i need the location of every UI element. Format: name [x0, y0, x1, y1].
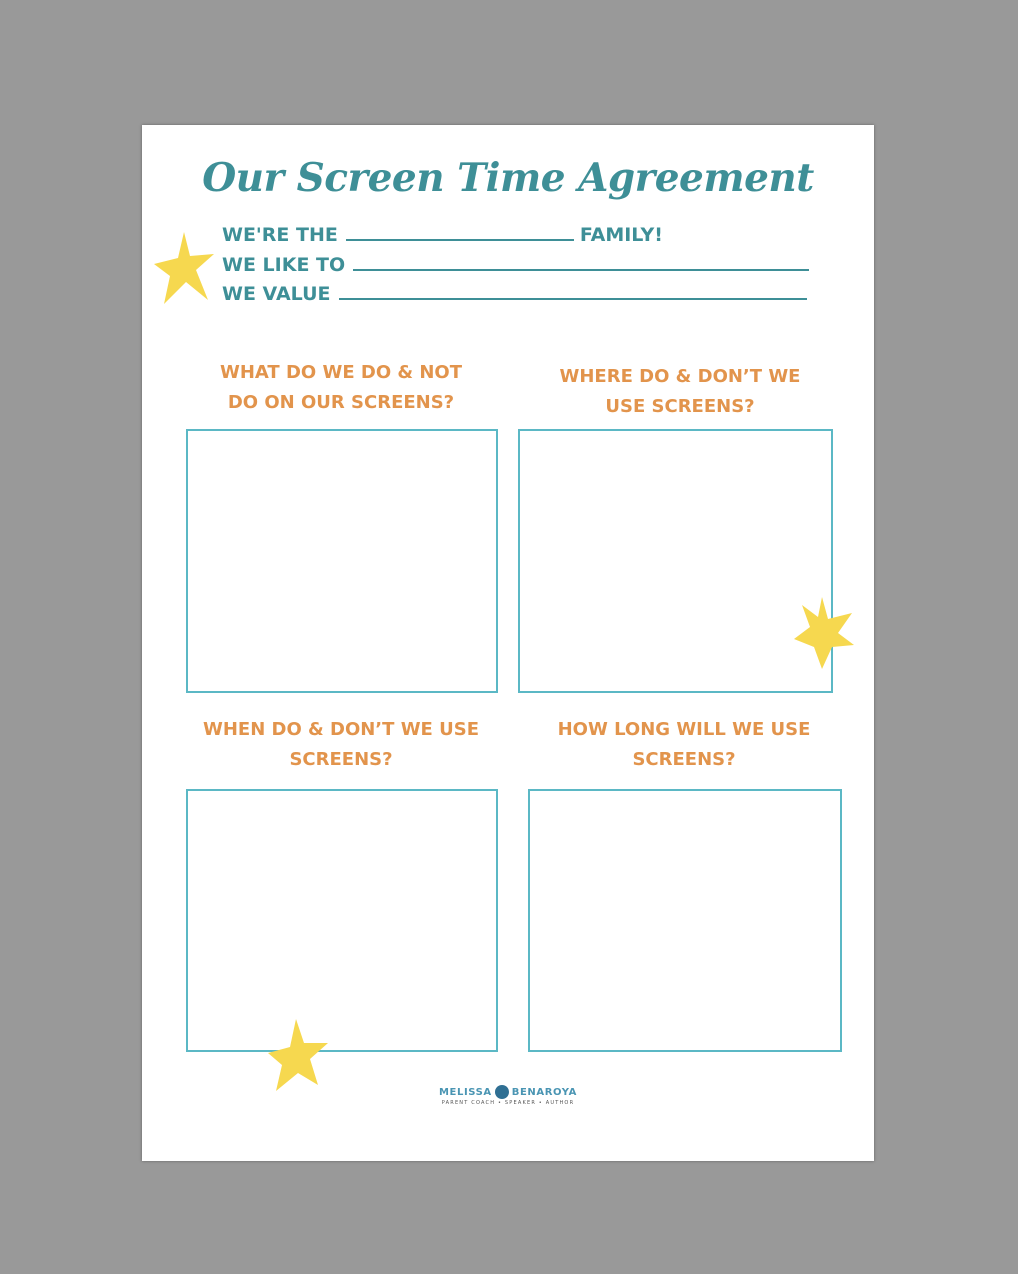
value-blank[interactable]: [339, 282, 807, 300]
answer-box-where[interactable]: [518, 429, 833, 693]
answer-box-when[interactable]: [186, 789, 498, 1052]
family-line-suffix: FAMILY!: [579, 224, 663, 246]
question-what-line2: DO ON OUR SCREENS?: [227, 392, 455, 413]
like-to-prefix: WE LIKE TO: [222, 254, 346, 276]
star-icon: [152, 230, 216, 306]
logo-last-name: BENAROYA: [511, 1087, 577, 1098]
like-to-blank[interactable]: [353, 253, 809, 271]
family-line-prefix: WE'RE THE: [222, 224, 338, 246]
family-name-line: [222, 223, 663, 246]
family-name-blank[interactable]: [346, 223, 574, 241]
question-how-long: [524, 715, 844, 775]
question-where-line2: USE SCREENS?: [605, 396, 755, 417]
question-where: [524, 362, 836, 422]
question-when-line2: SCREENS?: [289, 749, 393, 770]
logo-mark-icon: [495, 1085, 509, 1099]
question-where-line1: WHERE DO & DON’T WE: [559, 366, 801, 387]
brand-logo: [142, 1085, 874, 1106]
worksheet-page: [142, 125, 874, 1161]
question-how-long-line2: SCREENS?: [632, 749, 736, 770]
like-to-line: [222, 253, 815, 276]
question-when: [186, 715, 496, 775]
question-what-line1: WHAT DO WE DO & NOT: [219, 362, 463, 383]
answer-box-what[interactable]: [186, 429, 498, 693]
page-title: Our Screen Time Agreement: [202, 155, 814, 201]
question-what: [186, 358, 496, 418]
answer-box-how-long[interactable]: [528, 789, 842, 1052]
logo-tagline: PARENT COACH • SPEAKER • AUTHOR: [441, 1100, 575, 1106]
logo-first-name: MELISSA: [438, 1087, 492, 1098]
value-line: [222, 282, 813, 305]
value-prefix: WE VALUE: [222, 283, 331, 305]
star-icon: [266, 1017, 330, 1093]
star-icon: [792, 595, 856, 671]
question-when-line1: WHEN DO & DON’T WE USE: [202, 719, 479, 740]
question-how-long-line1: HOW LONG WILL WE USE: [557, 719, 811, 740]
